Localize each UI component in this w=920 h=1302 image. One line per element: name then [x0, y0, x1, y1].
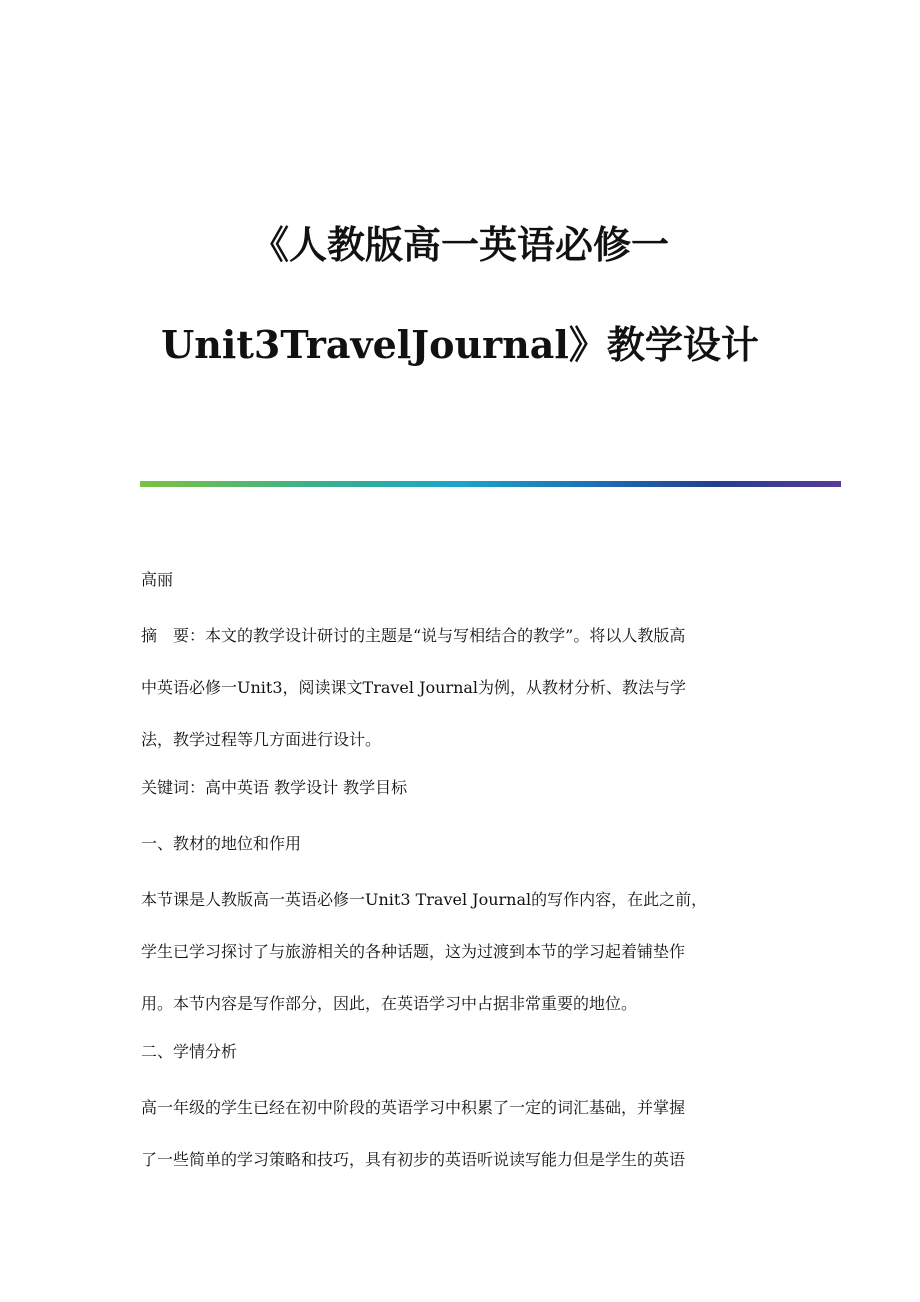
- section-2-body: [141, 1082, 791, 1186]
- author-name: 高丽: [141, 570, 174, 589]
- keywords: [141, 762, 791, 814]
- abstract: [141, 610, 791, 766]
- abstract-line: 法，教学过程等几方面进行设计。: [141, 730, 382, 749]
- document-title-line-2: Unit3TravelJournal》教学设计: [161, 322, 759, 367]
- abstract-line: 中英语必修一Unit3，阅读课文Travel Journal为例，从教材分析、教法与学: [141, 678, 687, 697]
- abstract-line: 摘 要：本文的教学设计研讨的主题是“说与写相结合的教学”。将以人教版高: [141, 626, 686, 645]
- section-2-heading: [141, 1026, 791, 1078]
- section-1-body: [141, 874, 791, 1030]
- body-line: 了一些简单的学习策略和技巧，具有初步的英语听说读写能力但是学生的英语: [141, 1150, 686, 1169]
- section-heading: 一、教材的地位和作用: [141, 834, 302, 853]
- body-line: 用。本节内容是写作部分，因此，在英语学习中占据非常重要的地位。: [141, 994, 638, 1013]
- document-title-line-1: 《人教版高一英语必修一: [250, 222, 669, 267]
- section-heading: 二、学情分析: [141, 1042, 238, 1061]
- body-line: 本节课是人教版高一英语必修一Unit3 Travel Journal的写作内容，在此之前，: [141, 890, 708, 909]
- body-line: 高一年级的学生已经在初中阶段的英语学习中积累了一定的词汇基础，并掌握: [141, 1098, 686, 1117]
- author: [141, 554, 791, 606]
- keywords-line: 关键词：高中英语 教学设计 教学目标: [141, 778, 408, 797]
- body-line: 学生已学习探讨了与旅游相关的各种话题，这为过渡到本节的学习起着铺垫作: [141, 942, 686, 961]
- section-1-heading: [141, 818, 791, 870]
- title-divider: [140, 481, 841, 487]
